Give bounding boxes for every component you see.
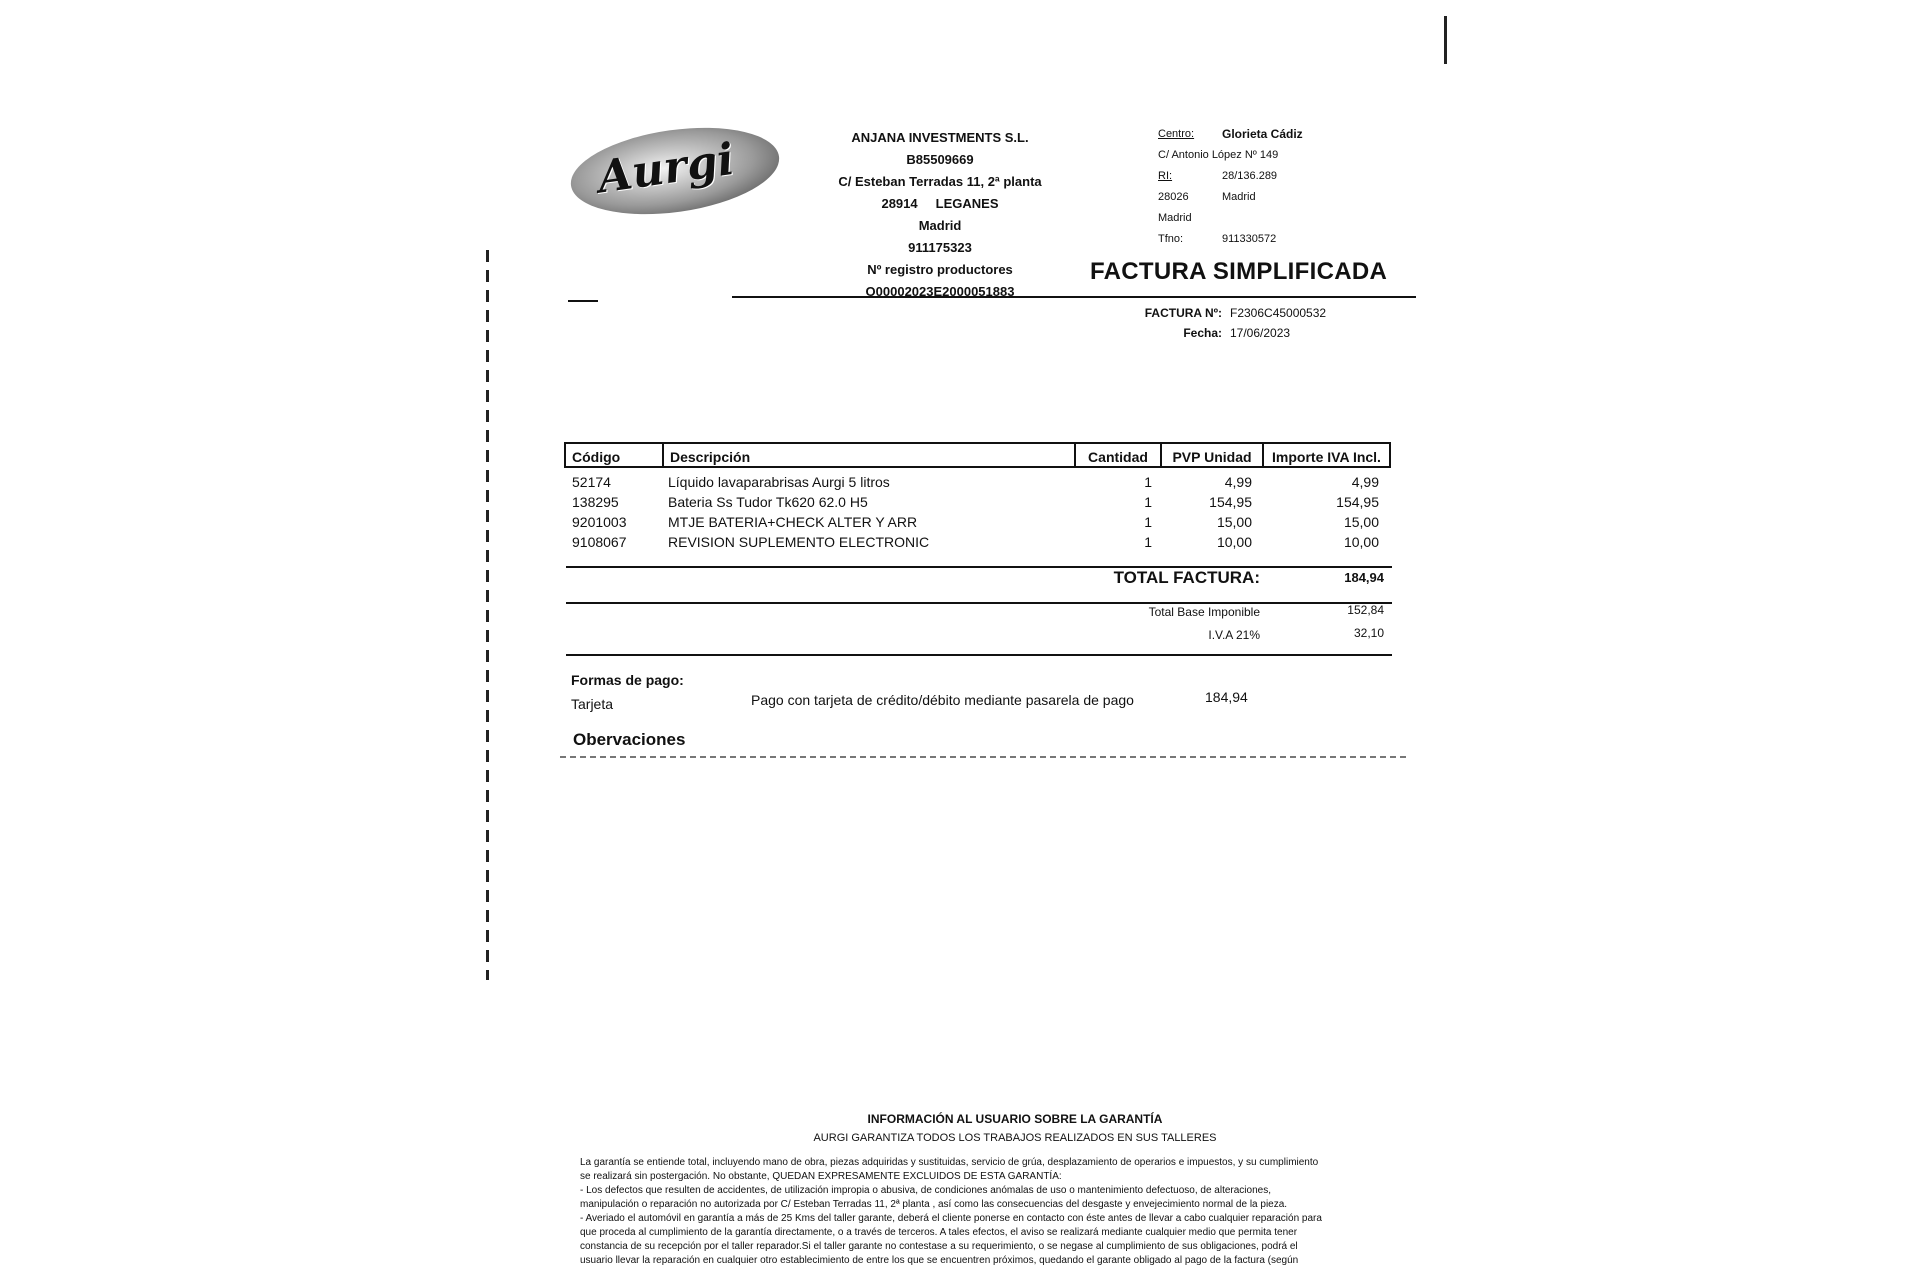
centro-province: Madrid	[1158, 212, 1192, 224]
item-unit-price: 154,95	[1209, 494, 1252, 510]
payment-title: Formas de pago:	[571, 672, 684, 688]
centro-name: Glorieta Cádiz	[1222, 127, 1303, 141]
aurgi-logo	[565, 116, 784, 226]
centro-address: C/ Antonio López Nº 149	[1158, 149, 1279, 161]
item-unit-price: 15,00	[1216, 514, 1252, 530]
company-nif: B85509669	[906, 152, 974, 167]
warranty-line: se realizará sin postergación. No obstante, QUEDAN EXPRESAMENTE EXCLUIDOS DE ESTA GARANTÍA:	[580, 1171, 1062, 1182]
warranty-line: usuario llevar la reparación en cualquier otro establecimiento de entre los que se encuentren próximos, quedando el garante obligado al pago de la factura (según	[580, 1255, 1299, 1266]
company-postal-city: 28914 LEGANES	[881, 196, 999, 211]
items-bottom-rule	[566, 566, 1392, 568]
totals-bottom-rule	[566, 654, 1392, 656]
logo-text: Aurgi	[594, 133, 738, 204]
base-label: Total Base Imponible	[1148, 605, 1260, 619]
header-code: Código	[566, 444, 664, 466]
observations-divider	[560, 756, 1406, 758]
company-province: Madrid	[918, 218, 962, 233]
company-phone: 911175323	[908, 240, 972, 255]
item-code: 9201003	[572, 514, 627, 530]
company-info	[820, 127, 1060, 303]
invoice-date: 17/06/2023	[1230, 326, 1291, 340]
header-amount: Importe IVA Incl.	[1272, 449, 1381, 465]
registry-label: Nº registro productores	[867, 262, 1013, 277]
item-amount: 10,00	[1343, 534, 1379, 550]
warranty-title: INFORMACIÓN AL USUARIO SOBRE LA GARANTÍA	[867, 1112, 1163, 1126]
iva-label: I.V.A 21%	[1208, 628, 1260, 642]
centro-label: Centro:	[1158, 128, 1195, 140]
center-info	[1158, 124, 1303, 250]
item-quantity: 1	[1144, 514, 1152, 530]
company-name: ANJANA INVESTMENTS S.L.	[851, 130, 1029, 145]
warranty-section	[580, 1112, 1410, 1268]
centro-phone-label: Tfno:	[1158, 233, 1184, 245]
warranty-line: - Averiado el automóvil en garantía a más de 25 Kms del taller garante, deberá el cliente ponerse en contacto con éste antes de llevar a cabo cualquier reparación para	[580, 1213, 1322, 1224]
item-description: Líquido lavaparabrisas Aurgi 5 litros	[668, 474, 890, 490]
header-description: Descripción	[664, 444, 1076, 466]
item-description: Bateria Ss Tudor Tk620 62.0 H5	[668, 494, 868, 510]
items-table-header	[564, 442, 1391, 468]
invoice-meta	[1120, 303, 1326, 343]
observations-title: Obervaciones	[573, 730, 686, 749]
header-rule-short	[568, 300, 598, 302]
warranty-body	[580, 1156, 1410, 1268]
item-quantity: 1	[1144, 494, 1152, 510]
ri-value: 28/136.289	[1222, 170, 1278, 182]
table-row	[564, 492, 1391, 512]
item-quantity: 1	[1144, 534, 1152, 550]
centro-phone: 911330572	[1222, 233, 1277, 245]
table-row	[564, 532, 1391, 552]
total-label: TOTAL FACTURA:	[1113, 568, 1260, 587]
company-address: C/ Esteban Terradas 11, 2ª planta	[838, 174, 1042, 189]
payment-amount: 184,94	[1205, 689, 1248, 705]
item-quantity: 1	[1144, 474, 1152, 490]
table-row	[564, 512, 1391, 532]
warranty-line: - Los defectos que resulten de accidentes, de utilización impropia o abusiva, de condiciones anómalas de uso o mantenimiento defectuoso, de alteraciones,	[580, 1185, 1271, 1196]
item-code: 52174	[572, 474, 611, 490]
item-amount: 15,00	[1343, 514, 1379, 530]
item-code: 9108067	[572, 534, 627, 550]
iva-value: 32,10	[1353, 626, 1384, 640]
payment-method: Tarjeta	[571, 696, 614, 712]
item-amount: 4,99	[1351, 474, 1379, 490]
total-value: 184,94	[1344, 570, 1384, 585]
header-quantity: Cantidad	[1076, 444, 1162, 466]
centro-postal: 28026	[1158, 191, 1189, 203]
invoice-number: F2306C45000532	[1230, 306, 1327, 320]
header-rule	[732, 296, 1416, 298]
invoice-number-label: FACTURA Nº:	[1144, 306, 1222, 320]
invoice-date-label: Fecha:	[1183, 326, 1222, 340]
warranty-line: La garantía se entiende total, incluyendo mano de obra, piezas adquiridas y sustituidas, servicio de grúa, desplazamiento de operarios e impuestos, y su cumplimiento	[580, 1157, 1319, 1168]
header-unit-price: PVP Unidad	[1162, 444, 1264, 466]
registry-number: O00002023E2000051883	[865, 284, 1015, 299]
item-unit-price: 4,99	[1224, 474, 1252, 490]
base-value: 152,84	[1347, 603, 1384, 617]
item-description: REVISION SUPLEMENTO ELECTRONIC	[668, 534, 930, 550]
warranty-line: constancia de su recepción por el taller reparador.Si el taller garante no contestase a su requerimiento, o se negase al cumplimiento de sus obligaciones, podrá el	[580, 1241, 1298, 1252]
document-title: FACTURA SIMPLIFICADA	[1090, 258, 1388, 285]
warranty-line: que proceda al cumplimiento de la garantía directamente, o a través de terceros. A tales efectos, el aviso se realizará mediante cualquier medio que permita tener	[580, 1227, 1298, 1238]
total-rule	[566, 602, 1392, 604]
item-unit-price: 10,00	[1216, 534, 1252, 550]
item-amount: 154,95	[1336, 494, 1379, 510]
items-table	[564, 442, 1391, 552]
table-row	[564, 472, 1391, 492]
payment-description: Pago con tarjeta de crédito/débito mediante pasarela de pago	[751, 692, 1134, 708]
warranty-subtitle: AURGI GARANTIZA TODOS LOS TRABAJOS REALIZADOS EN SUS TALLERES	[813, 1132, 1217, 1144]
item-code: 138295	[572, 494, 619, 510]
ri-label: RI:	[1158, 170, 1173, 182]
warranty-line: manipulación o reparación no autorizada por C/ Esteban Terradas 11, 2ª planta , así como las consecuencias del desgaste y envejecimiento normal de la pieza.	[580, 1199, 1288, 1210]
item-description: MTJE BATERIA+CHECK ALTER Y ARR	[668, 514, 918, 530]
centro-city: Madrid	[1222, 191, 1256, 203]
